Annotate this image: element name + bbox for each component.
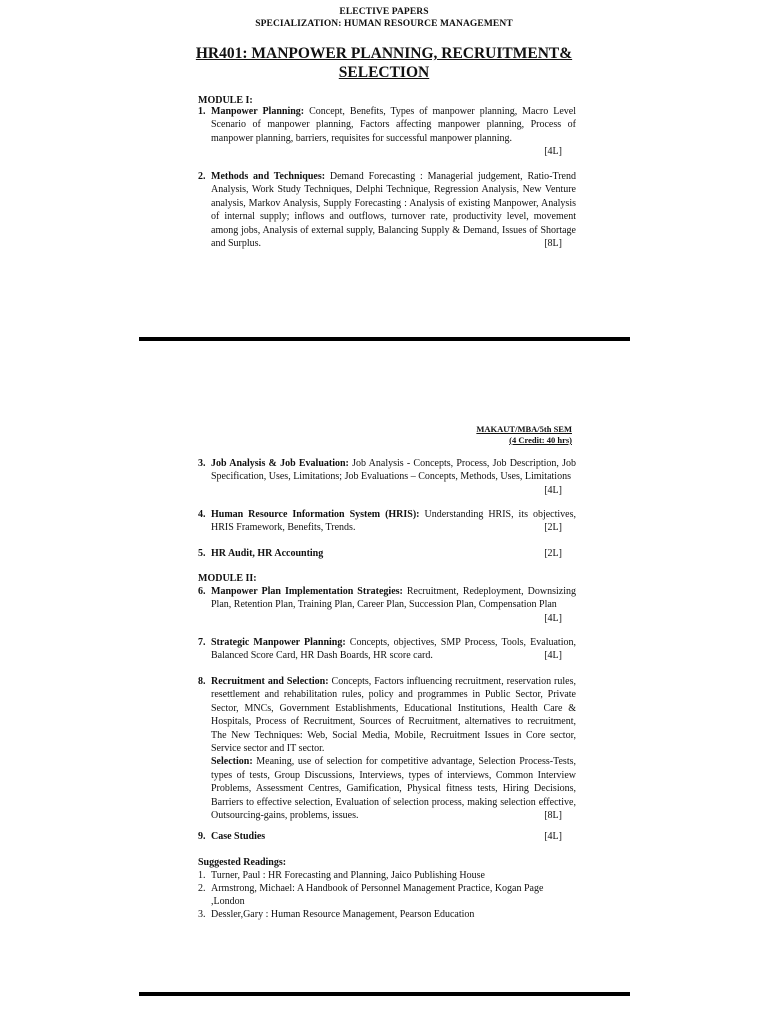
syllabus-item-3 — [198, 457, 576, 497]
module-1-label: MODULE I: — [198, 95, 253, 106]
item-credit: [4L] — [544, 612, 562, 624]
syllabus-item-7 — [198, 636, 576, 663]
item-number: 2. — [198, 171, 206, 182]
course-title-line-1: HR401: MANPOWER PLANNING, RECRUITMENT& — [195, 45, 573, 62]
item-text: Recruitment, Redeployment, Downsizing Plan, Retention Plan, Training Plan, Career Plan, Succession Plan, Compensation Plan — [211, 586, 576, 611]
item-text: Concepts, Factors influencing recruitment, reservation rules, resettlement and rehabilitation rules, policy and programmes in Public Sector, Private Sector, MNCs, Government Establishments, Educational Institutions, Health Care & Hospitals, Process of Recruitment, Sources of Recruitment, alternatives to recruitment, The New Techniques: Web, Social Media, Mobile, Recruitment Issues in Core sector, Service sector and IT sector. — [211, 676, 576, 755]
reading-item — [198, 882, 576, 908]
item-heading: Case Studies — [211, 831, 266, 842]
item-text: Concept, Benefits, Types of manpower planning, Macro Level Scenario of manpower planning, Factors affecting manpower planning, Process of manpower planning, barriers, requisites for successful manpower planning. — [211, 106, 576, 144]
syllabus-item-6 — [198, 585, 576, 625]
page-divider — [139, 337, 630, 341]
item-credit: [4L] — [544, 484, 562, 496]
reading-text: Turner, Paul : HR Forecasting and Planning, Jaico Publishing House — [211, 870, 485, 881]
item-number: 8. — [198, 676, 206, 687]
item-number: 9. — [198, 831, 206, 842]
syllabus-item-9 — [198, 830, 576, 843]
course-title-line-2: SELECTION — [338, 64, 430, 81]
item-number: 3. — [198, 458, 206, 469]
selection-text: Meaning, use of selection for competitive advantage, Selection Process-Tests, types of tests, Group Discussions, Interviews, types of interviews, Common Interview Problems, Assessment Centres, Gamification, Physical fitness tests, Hiring Decisions, Barriers to effective selection, Evaluation of selection process, making selection effective, Outsourcing-gains, problems, issues. — [211, 756, 576, 822]
item-text: Concepts, objectives, SMP Process, Tools, Evaluation, Balanced Score Card, HR Dash Boards, HR score card. — [211, 637, 576, 662]
item-heading: Strategic Manpower Planning: — [211, 637, 346, 648]
page-meta-course: MAKAUT/MBA/5th SEM — [476, 424, 572, 434]
syllabus-item-8 — [198, 675, 576, 822]
course-title — [0, 44, 768, 82]
item-credit: [8L] — [544, 810, 562, 822]
item-credit: [4L] — [544, 831, 562, 842]
item-heading: Manpower Plan Implementation Strategies: — [211, 586, 403, 597]
page-divider-bottom — [139, 992, 630, 996]
page-meta-credit: (4 Credit: 40 hrs) — [509, 435, 572, 445]
item-number: 7. — [198, 637, 206, 648]
module-2-label: MODULE II: — [198, 573, 257, 584]
reading-text: Dessler,Gary : Human Resource Management, Pearson Education — [211, 909, 475, 920]
item-number: 4. — [198, 509, 206, 520]
syllabus-item-1 — [198, 105, 576, 159]
reading-number: 3. — [198, 909, 206, 920]
item-number: 1. — [198, 106, 206, 117]
item-credit: [8L] — [544, 238, 562, 250]
reading-item — [198, 869, 576, 882]
item-credit: [2L] — [544, 548, 562, 559]
item-text: Job Analysis - Concepts, Process, Job Description, Job Specification, Uses, Limitations; Job Evaluations – Concepts, Methods, Uses, Limitations — [211, 458, 576, 483]
syllabus-item-4 — [198, 508, 576, 535]
page-meta — [476, 424, 572, 446]
item-heading: Job Analysis & Job Evaluation: — [211, 458, 349, 469]
item-number: 5. — [198, 548, 206, 559]
item-credit: [2L] — [544, 522, 562, 534]
item-heading: Human Resource Information System (HRIS): — [211, 509, 420, 520]
item-heading: Methods and Techniques: — [211, 171, 326, 182]
suggested-readings — [198, 856, 576, 921]
syllabus-item-5 — [198, 547, 576, 560]
reading-text: Armstrong, Michael: A Handbook of Personnel Management Practice, Kogan Page ,London — [211, 883, 544, 907]
reading-number: 2. — [198, 883, 206, 894]
item-text: Understanding HRIS, its objectives, HRIS Framework, Benefits, Trends. — [211, 509, 577, 534]
item-text: Demand Forecasting : Managerial judgement, Ratio-Trend Analysis, Work Study Techniques, Delphi Technique, Regression Analysis, New Venture analysis, Markov Analysis, Supply Forecasting : Analysis of existing Manpower, Analysis of internal supply; inflows and outflows, turnover rate, productivity level, movement among jobs, Analysis of external supply, Balancing Supply & Demand, Issues of Shortage and Surplus. — [211, 171, 576, 250]
selection-paragraph — [211, 755, 576, 822]
readings-heading: Suggested Readings: — [198, 857, 287, 868]
item-credit: [4L] — [544, 650, 562, 662]
reading-item — [198, 908, 576, 921]
selection-heading: Selection: — [211, 756, 253, 768]
item-heading: Manpower Planning: — [211, 106, 305, 117]
item-credit: [4L] — [544, 146, 562, 158]
item-heading: Recruitment and Selection: — [211, 676, 329, 687]
header-line-1: ELECTIVE PAPERS — [339, 7, 429, 17]
header-line-2: SPECIALIZATION: HUMAN RESOURCE MANAGEMENT — [255, 19, 513, 29]
item-heading: HR Audit, HR Accounting — [211, 548, 324, 559]
syllabus-item-2 — [198, 170, 576, 250]
reading-number: 1. — [198, 870, 206, 881]
item-number: 6. — [198, 586, 206, 597]
